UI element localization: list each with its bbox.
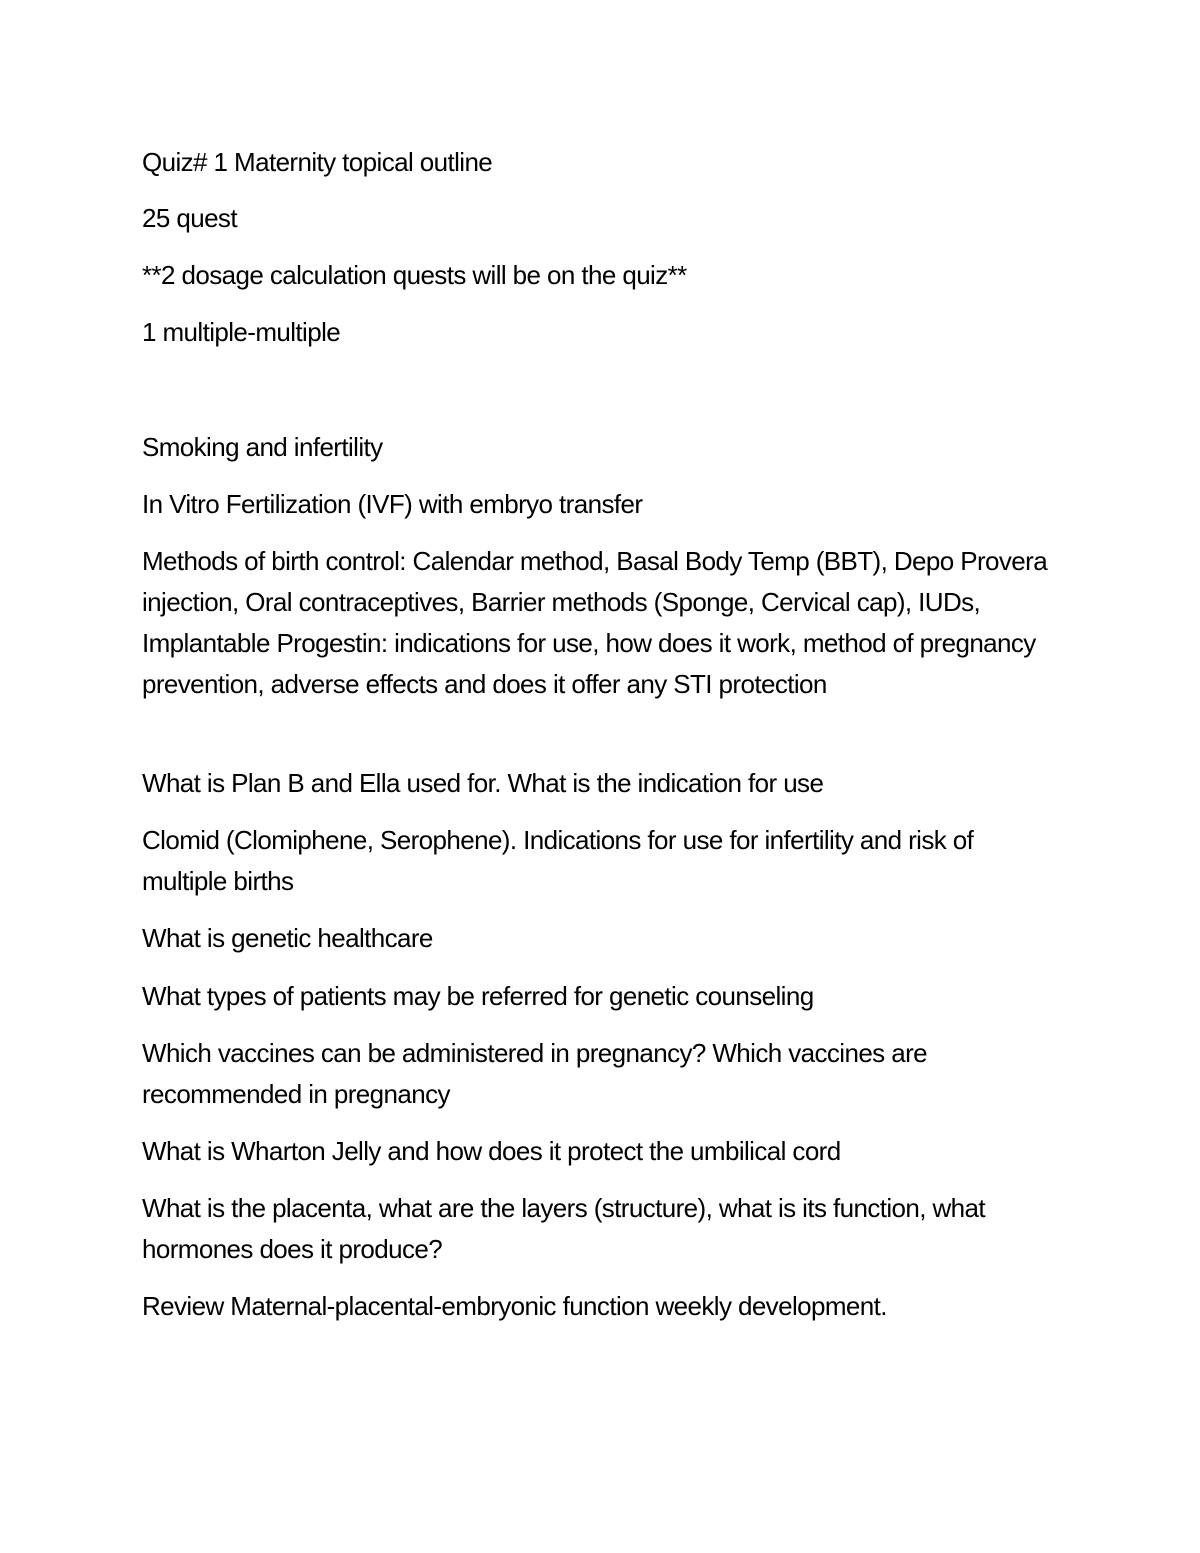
- topic-wharton-jelly: What is Wharton Jelly and how does it protect the umbilical cord: [142, 1136, 841, 1166]
- topic-plan-b-ella: What is Plan B and Ella used for. What is the indication for use: [142, 768, 824, 798]
- topic-ivf: In Vitro Fertilization (IVF) with embryo transfer: [142, 489, 643, 519]
- question-count: 25 quest: [142, 203, 237, 233]
- topic-genetic-counseling: What types of patients may be referred for genetic counseling: [142, 981, 814, 1011]
- topic-weekly-development: Review Maternal-placental-embryonic function weekly development.: [142, 1291, 887, 1321]
- quiz-title: Quiz# 1 Maternity topical outline: [142, 147, 493, 177]
- topic-clomid: Clomid (Clomiphene, Serophene). Indications for use for infertility and risk of multiple births: [142, 825, 974, 896]
- topic-smoking-infertility: Smoking and infertility: [142, 432, 383, 462]
- dosage-calculation-note: **2 dosage calculation quests will be on the quiz**: [142, 260, 687, 290]
- topic-genetic-healthcare: What is genetic healthcare: [142, 923, 433, 953]
- multiple-multiple-note: 1 multiple-multiple: [142, 317, 341, 347]
- topic-birth-control: Methods of birth control: Calendar method, Basal Body Temp (BBT), Depo Provera injection, Oral contraceptives, Barrier methods (Sponge, Cervical cap), IUDs, Implantable Progestin: indications for use, how does it work, method of pregnancy prevention, adverse effects and does it offer any STI protection: [142, 546, 1048, 699]
- topic-vaccines: Which vaccines can be administered in pregnancy? Which vaccines are recommended in pregnancy: [142, 1038, 927, 1109]
- topic-placenta: What is the placenta, what are the layers (structure), what is its function, what hormones does it produce?: [142, 1193, 986, 1264]
